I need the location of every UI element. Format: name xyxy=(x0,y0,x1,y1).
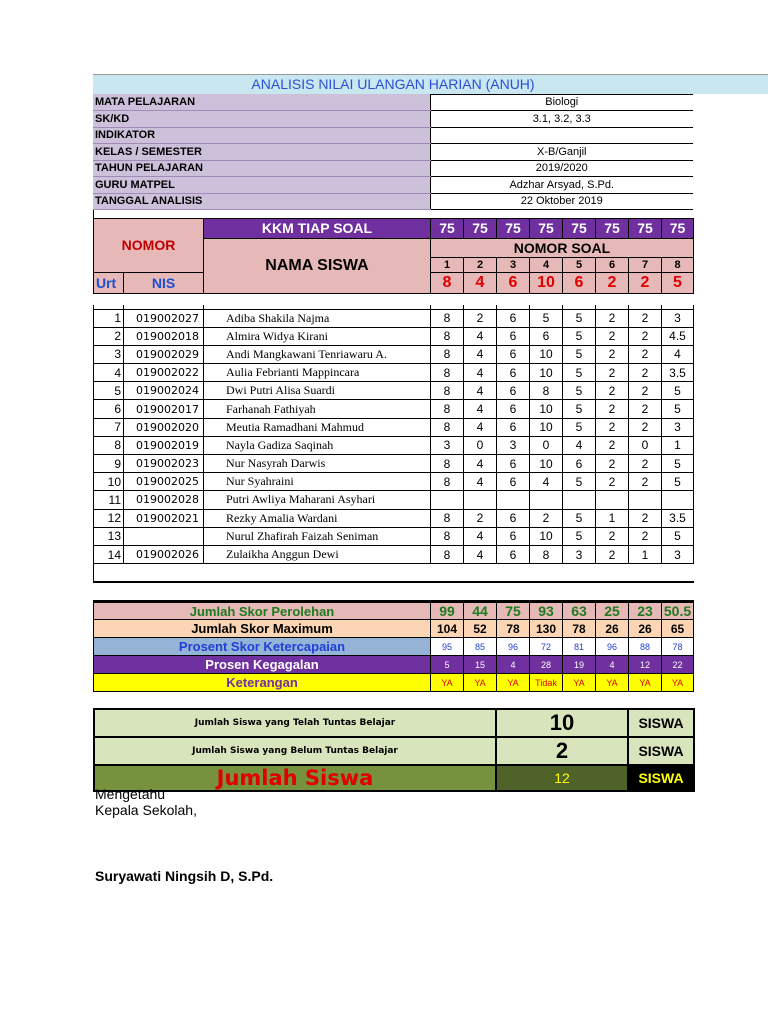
summary-value: YA xyxy=(431,674,464,692)
row-score: 0 xyxy=(464,436,497,454)
info-value: Biologi xyxy=(430,94,693,111)
row-score: 5 xyxy=(563,309,596,327)
row-score: 5 xyxy=(563,473,596,491)
row-nis xyxy=(124,527,204,545)
summary-value: 26 xyxy=(629,620,662,638)
jumlah-siswa-label: Jumlah Siswa xyxy=(94,765,496,791)
row-urt: 11 xyxy=(94,491,124,509)
summary-value: 96 xyxy=(596,638,629,656)
summary-value: 88 xyxy=(629,638,662,656)
row-score: 1 xyxy=(596,509,629,527)
row-score: 4 xyxy=(464,382,497,400)
row-score: 10 xyxy=(530,418,563,436)
row-score: 8 xyxy=(431,455,464,473)
row-urt: 13 xyxy=(94,527,124,545)
row-score: 4 xyxy=(464,400,497,418)
row-score: 10 xyxy=(530,400,563,418)
row-score: 1 xyxy=(662,436,694,454)
row-score: 6 xyxy=(530,327,563,345)
signature-line1: Mengetahu xyxy=(95,786,166,802)
row-score: 8 xyxy=(530,382,563,400)
row-score: 2 xyxy=(629,382,662,400)
row-score: 2 xyxy=(530,509,563,527)
summary-value: 22 xyxy=(662,656,694,674)
soal-number: 5 xyxy=(563,257,596,272)
row-nama: Farhanah Fathiyah xyxy=(204,400,431,418)
summary-value: 78 xyxy=(563,620,596,638)
info-label: MATA PELAJARAN xyxy=(93,94,430,111)
summary-label: Keterangan xyxy=(94,674,431,692)
nomor-header: NOMOR xyxy=(94,218,204,272)
row-nama: Rezky Amalia Wardani xyxy=(204,509,431,527)
belum-tuntas-unit: SISWA xyxy=(628,737,694,765)
info-value: 2019/2020 xyxy=(430,160,693,177)
summary-value: YA xyxy=(596,674,629,692)
urt-header: Urt xyxy=(94,272,124,293)
header-grid xyxy=(93,210,694,294)
row-nis: 019002022 xyxy=(124,364,204,382)
row-score: 6 xyxy=(497,382,530,400)
row-score: 2 xyxy=(629,527,662,545)
row-score: 4 xyxy=(464,473,497,491)
info-row xyxy=(93,127,693,144)
row-nis: 019002018 xyxy=(124,327,204,345)
row-score: 5 xyxy=(662,400,694,418)
row-score: 6 xyxy=(497,345,530,363)
row-score: 2 xyxy=(464,509,497,527)
row-score: 2 xyxy=(596,545,629,563)
max-score: 6 xyxy=(497,272,530,293)
table-row xyxy=(94,473,694,491)
row-score: 8 xyxy=(431,527,464,545)
row-score: 2 xyxy=(629,327,662,345)
row-score: 0 xyxy=(629,436,662,454)
row-score: 10 xyxy=(530,345,563,363)
row-score: 4 xyxy=(464,527,497,545)
kkm-value: 75 xyxy=(629,218,662,238)
table-row xyxy=(94,491,694,509)
soal-number: 7 xyxy=(629,257,662,272)
row-nama: Nur Nasyrah Darwis xyxy=(204,455,431,473)
row-score: 2 xyxy=(596,436,629,454)
row-urt: 7 xyxy=(94,418,124,436)
row-score: 2 xyxy=(629,418,662,436)
summary-label: Prosen Kegagalan xyxy=(94,656,431,674)
row-urt: 2 xyxy=(94,327,124,345)
belum-tuntas-value: 2 xyxy=(496,737,628,765)
soal-number: 6 xyxy=(596,257,629,272)
summary-value: 65 xyxy=(662,620,694,638)
row-score: 2 xyxy=(596,327,629,345)
row-nama: Adiba Shakila Najma xyxy=(204,309,431,327)
soal-number: 3 xyxy=(497,257,530,272)
row-nama: Nurul Zhafirah Faizah Seniman xyxy=(204,527,431,545)
row-score xyxy=(629,491,662,509)
summary-value: YA xyxy=(629,674,662,692)
summary-value: 15 xyxy=(464,656,497,674)
summary-value: YA xyxy=(464,674,497,692)
row-score: 5 xyxy=(662,527,694,545)
info-label: INDIKATOR xyxy=(93,127,430,144)
summary-row-kegagalan xyxy=(94,656,694,674)
info-value xyxy=(430,127,693,144)
info-row xyxy=(93,193,693,210)
table-row xyxy=(94,382,694,400)
summary-value: 78 xyxy=(662,638,694,656)
belum-tuntas-label: Jumlah Siswa yang Belum Tuntas Belajar xyxy=(94,737,496,765)
max-score: 5 xyxy=(662,272,694,293)
summary-value: 104 xyxy=(431,620,464,638)
row-nis: 019002021 xyxy=(124,509,204,527)
jumlah-siswa-value: 12 xyxy=(496,765,628,791)
info-value: 3.1, 3.2, 3.3 xyxy=(430,111,693,128)
row-score: 6 xyxy=(497,527,530,545)
row-score: 2 xyxy=(596,418,629,436)
row-score: 3 xyxy=(563,545,596,563)
summary-label: Prosent Skor Ketercapaian xyxy=(94,638,431,656)
row-score xyxy=(497,491,530,509)
row-score: 5 xyxy=(563,382,596,400)
row-urt: 8 xyxy=(94,436,124,454)
signature-line2: Kepala Sekolah, xyxy=(95,802,197,818)
row-nis: 019002026 xyxy=(124,545,204,563)
summary-value: 130 xyxy=(530,620,563,638)
row-score: 5 xyxy=(662,382,694,400)
row-nis: 019002028 xyxy=(124,491,204,509)
table-row xyxy=(94,455,694,473)
row-score: 8 xyxy=(431,364,464,382)
row-score: 8 xyxy=(431,400,464,418)
row-nis: 019002017 xyxy=(124,400,204,418)
nama-siswa-header: NAMA SISWA xyxy=(204,238,431,293)
row-score: 3 xyxy=(497,436,530,454)
row-score: 6 xyxy=(497,545,530,563)
max-score: 2 xyxy=(596,272,629,293)
row-nama: Meutia Ramadhani Mahmud xyxy=(204,418,431,436)
row-score: 2 xyxy=(596,345,629,363)
row-nis: 019002025 xyxy=(124,473,204,491)
summary-label: Jumlah Skor Perolehan xyxy=(94,602,431,620)
row-score: 5 xyxy=(563,509,596,527)
signature-block xyxy=(95,786,273,884)
table-row xyxy=(94,345,694,363)
row-nama: Andi Mangkawani Tenriawaru A. xyxy=(204,345,431,363)
summary-value: 72 xyxy=(530,638,563,656)
row-urt: 4 xyxy=(94,364,124,382)
info-value: Adzhar Arsyad, S.Pd. xyxy=(430,177,693,194)
summary-value: Tidak xyxy=(530,674,563,692)
row-score: 4.5 xyxy=(662,327,694,345)
summary-value: 5 xyxy=(431,656,464,674)
row-score: 3.5 xyxy=(662,364,694,382)
row-score: 4 xyxy=(464,455,497,473)
row-urt: 9 xyxy=(94,455,124,473)
row-score: 8 xyxy=(431,473,464,491)
info-row xyxy=(93,160,693,177)
row-score: 1 xyxy=(629,545,662,563)
row-score: 6 xyxy=(497,418,530,436)
row-urt: 10 xyxy=(94,473,124,491)
summary-table xyxy=(93,600,694,692)
row-nama: Nayla Gadiza Saqinah xyxy=(204,436,431,454)
row-score xyxy=(530,491,563,509)
summary-row-keterangan xyxy=(94,674,694,692)
row-nis: 019002023 xyxy=(124,455,204,473)
row-score: 2 xyxy=(629,364,662,382)
row-score: 5 xyxy=(563,364,596,382)
summary-value: YA xyxy=(497,674,530,692)
row-score: 8 xyxy=(431,345,464,363)
row-score: 8 xyxy=(431,509,464,527)
summary-value: 96 xyxy=(497,638,530,656)
row-score: 2 xyxy=(596,364,629,382)
soal-number: 2 xyxy=(464,257,497,272)
row-score: 4 xyxy=(464,345,497,363)
row-nama: Dwi Putri Alisa Suardi xyxy=(204,382,431,400)
summary-value: 78 xyxy=(497,620,530,638)
row-score: 3 xyxy=(431,436,464,454)
table-row xyxy=(94,545,694,563)
summary-label: Jumlah Skor Maximum xyxy=(94,620,431,638)
summary-value: YA xyxy=(662,674,694,692)
summary-value: 23 xyxy=(629,602,662,620)
info-label: SK/KD xyxy=(93,111,430,128)
kkm-value: 75 xyxy=(596,218,629,238)
kkm-value: 75 xyxy=(464,218,497,238)
row-score: 5 xyxy=(563,527,596,545)
info-row xyxy=(93,177,693,194)
row-score: 10 xyxy=(530,527,563,545)
row-score: 10 xyxy=(530,455,563,473)
table-row xyxy=(94,400,694,418)
summary-value: YA xyxy=(563,674,596,692)
row-score: 2 xyxy=(596,400,629,418)
row-score: 2 xyxy=(629,473,662,491)
signature-name: Suryawati Ningsih D, S.Pd. xyxy=(95,868,274,884)
row-score: 5 xyxy=(563,327,596,345)
row-score: 10 xyxy=(530,364,563,382)
kkm-value: 75 xyxy=(431,218,464,238)
row-nama: Zulaikha Anggun Dewi xyxy=(204,545,431,563)
row-nis: 019002020 xyxy=(124,418,204,436)
row-score: 8 xyxy=(431,309,464,327)
info-value: X-B/Ganjil xyxy=(430,144,693,161)
row-score: 6 xyxy=(497,309,530,327)
soal-number: 4 xyxy=(530,257,563,272)
row-score: 2 xyxy=(596,455,629,473)
max-score: 10 xyxy=(530,272,563,293)
row-score: 8 xyxy=(431,545,464,563)
summary-value: 12 xyxy=(629,656,662,674)
row-nama: Almira Widya Kirani xyxy=(204,327,431,345)
table-row xyxy=(94,309,694,327)
row-score xyxy=(563,491,596,509)
summary-value: 44 xyxy=(464,602,497,620)
summary-value: 4 xyxy=(497,656,530,674)
summary-row-perolehan xyxy=(94,602,694,620)
student-table xyxy=(93,305,694,583)
row-score: 2 xyxy=(596,382,629,400)
row-score: 3.5 xyxy=(662,509,694,527)
soal-number: 1 xyxy=(431,257,464,272)
info-row xyxy=(93,111,693,128)
row-score xyxy=(431,491,464,509)
row-score: 5 xyxy=(662,473,694,491)
row-score: 3 xyxy=(662,545,694,563)
summary-value: 81 xyxy=(563,638,596,656)
row-score: 6 xyxy=(497,400,530,418)
row-score: 8 xyxy=(431,418,464,436)
row-score: 8 xyxy=(431,382,464,400)
row-score: 0 xyxy=(530,436,563,454)
row-nama: Aulia Febrianti Mappincara xyxy=(204,364,431,382)
row-urt: 14 xyxy=(94,545,124,563)
table-row xyxy=(94,436,694,454)
table-row xyxy=(94,364,694,382)
row-score: 6 xyxy=(497,509,530,527)
row-score: 4 xyxy=(530,473,563,491)
summary-row-maximum xyxy=(94,620,694,638)
row-score: 5 xyxy=(662,455,694,473)
tuntas-label: Jumlah Siswa yang Telah Tuntas Belajar xyxy=(94,709,496,737)
row-score: 6 xyxy=(497,455,530,473)
title-bar xyxy=(93,74,768,94)
row-score: 2 xyxy=(629,509,662,527)
max-score: 4 xyxy=(464,272,497,293)
row-score: 5 xyxy=(530,309,563,327)
info-value: 22 Oktober 2019 xyxy=(430,193,693,210)
info-table xyxy=(93,94,693,210)
row-score xyxy=(662,491,694,509)
row-score: 2 xyxy=(596,527,629,545)
summary-row-ketercapaian xyxy=(94,638,694,656)
kkm-value: 75 xyxy=(497,218,530,238)
row-score: 6 xyxy=(497,327,530,345)
row-score: 6 xyxy=(563,455,596,473)
info-row xyxy=(93,94,693,111)
summary-value: 93 xyxy=(530,602,563,620)
row-score: 3 xyxy=(662,418,694,436)
page-title: ANALISIS NILAI ULANGAN HARIAN (ANUH) xyxy=(251,76,535,92)
info-label: GURU MATPEL xyxy=(93,177,430,194)
summary-value: 63 xyxy=(563,602,596,620)
row-score: 2 xyxy=(629,309,662,327)
summary-value: 4 xyxy=(596,656,629,674)
row-nis: 019002027 xyxy=(124,309,204,327)
soal-number: 8 xyxy=(662,257,694,272)
nomor-soal-header: NOMOR SOAL xyxy=(431,238,694,257)
row-score: 4 xyxy=(464,545,497,563)
kkm-value: 75 xyxy=(530,218,563,238)
kkm-value: 75 xyxy=(662,218,694,238)
summary-value: 75 xyxy=(497,602,530,620)
summary-value: 50.5 xyxy=(662,602,694,620)
row-score: 3 xyxy=(662,309,694,327)
row-score: 5 xyxy=(563,400,596,418)
summary-value: 19 xyxy=(563,656,596,674)
row-score xyxy=(464,491,497,509)
row-score: 8 xyxy=(431,327,464,345)
row-score: 2 xyxy=(596,473,629,491)
summary-value: 95 xyxy=(431,638,464,656)
row-score: 2 xyxy=(629,455,662,473)
row-urt: 12 xyxy=(94,509,124,527)
row-urt: 5 xyxy=(94,382,124,400)
info-label: KELAS / SEMESTER xyxy=(93,144,430,161)
summary-value: 25 xyxy=(596,602,629,620)
summary-value: 28 xyxy=(530,656,563,674)
max-score: 2 xyxy=(629,272,662,293)
row-score: 5 xyxy=(563,418,596,436)
row-score: 2 xyxy=(629,345,662,363)
row-score: 6 xyxy=(497,364,530,382)
row-score: 4 xyxy=(662,345,694,363)
row-score: 2 xyxy=(629,400,662,418)
summary-value: 26 xyxy=(596,620,629,638)
row-score: 2 xyxy=(464,309,497,327)
row-nama: Putri Awliya Maharani Asyhari xyxy=(204,491,431,509)
max-score: 6 xyxy=(563,272,596,293)
summary-value: 52 xyxy=(464,620,497,638)
row-score: 4 xyxy=(464,418,497,436)
row-nama: Nur Syahraini xyxy=(204,473,431,491)
row-nis: 019002019 xyxy=(124,436,204,454)
row-score xyxy=(596,491,629,509)
info-label: TAHUN PELAJARAN xyxy=(93,160,430,177)
row-score: 8 xyxy=(530,545,563,563)
row-score: 2 xyxy=(596,309,629,327)
summary-value: 85 xyxy=(464,638,497,656)
row-urt: 3 xyxy=(94,345,124,363)
summary-value: 99 xyxy=(431,602,464,620)
table-row xyxy=(94,327,694,345)
row-score: 4 xyxy=(464,364,497,382)
table-row xyxy=(94,418,694,436)
row-score: 5 xyxy=(563,345,596,363)
info-row xyxy=(93,144,693,161)
info-label: TANGGAL ANALISIS xyxy=(93,193,430,210)
tuntas-box xyxy=(93,708,695,792)
table-row xyxy=(94,527,694,545)
kkm-label: KKM TIAP SOAL xyxy=(204,218,431,238)
row-urt: 6 xyxy=(94,400,124,418)
tuntas-value: 10 xyxy=(496,709,628,737)
row-score: 6 xyxy=(497,473,530,491)
row-urt: 1 xyxy=(94,309,124,327)
row-score: 4 xyxy=(464,327,497,345)
row-nis: 019002024 xyxy=(124,382,204,400)
row-nis: 019002029 xyxy=(124,345,204,363)
tuntas-unit: SISWA xyxy=(628,709,694,737)
kkm-value: 75 xyxy=(563,218,596,238)
row-score: 4 xyxy=(563,436,596,454)
max-score: 8 xyxy=(431,272,464,293)
nis-header: NIS xyxy=(124,272,204,293)
table-row xyxy=(94,509,694,527)
jumlah-siswa-unit: SISWA xyxy=(628,765,694,791)
